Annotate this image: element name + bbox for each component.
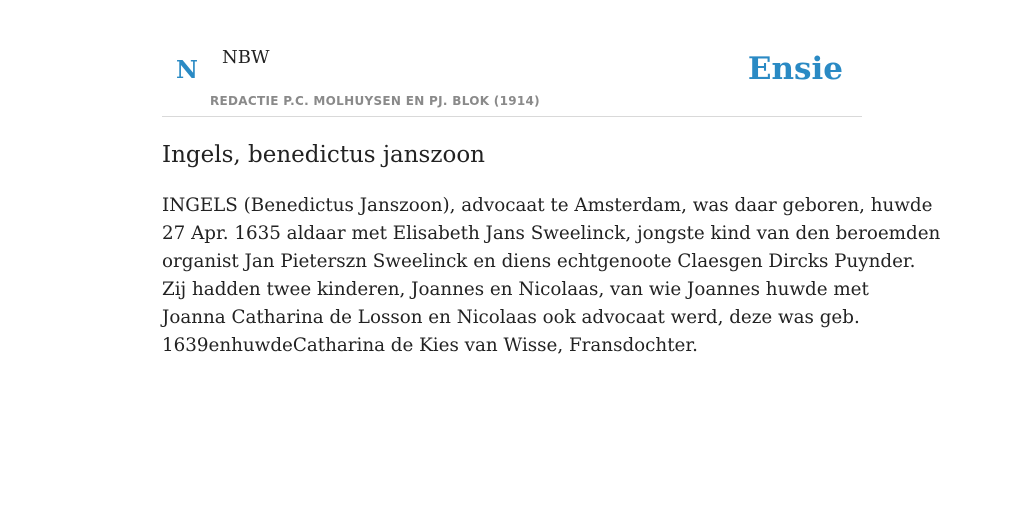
nbw-logo-link[interactable]: N xyxy=(176,55,198,84)
article-title: Ingels, benedictus janszoon xyxy=(162,142,485,168)
article-line: Zij hadden twee kinderen, Joannes en Nicolaas, van wie Joannes huwde met xyxy=(162,279,869,300)
source-subtitle: REDACTIE P.C. MOLHUYSEN EN PJ. BLOK (1914) xyxy=(210,94,540,108)
source-name: NBW xyxy=(222,47,270,68)
article-line: Joanna Catharina de Losson en Nicolaas ook advocaat werd, deze was geb. xyxy=(162,307,860,328)
article-line: 1639enhuwdeCatharina de Kies van Wisse, Fransdochter. xyxy=(162,335,698,356)
article-body xyxy=(162,192,941,360)
header xyxy=(162,0,862,117)
article-line: INGELS (Benedictus Janszoon), advocaat te Amsterdam, was daar geboren, huwde xyxy=(162,195,933,216)
article-line: organist Jan Pieterszn Sweelinck en diens echtgenoote Claesgen Dircks Puynder. xyxy=(162,251,916,272)
article-line: 27 Apr. 1635 aldaar met Elisabeth Jans Sweelinck, jongste kind van den beroemden xyxy=(162,223,941,244)
ensie-logo-link[interactable]: Ensie xyxy=(747,51,843,87)
